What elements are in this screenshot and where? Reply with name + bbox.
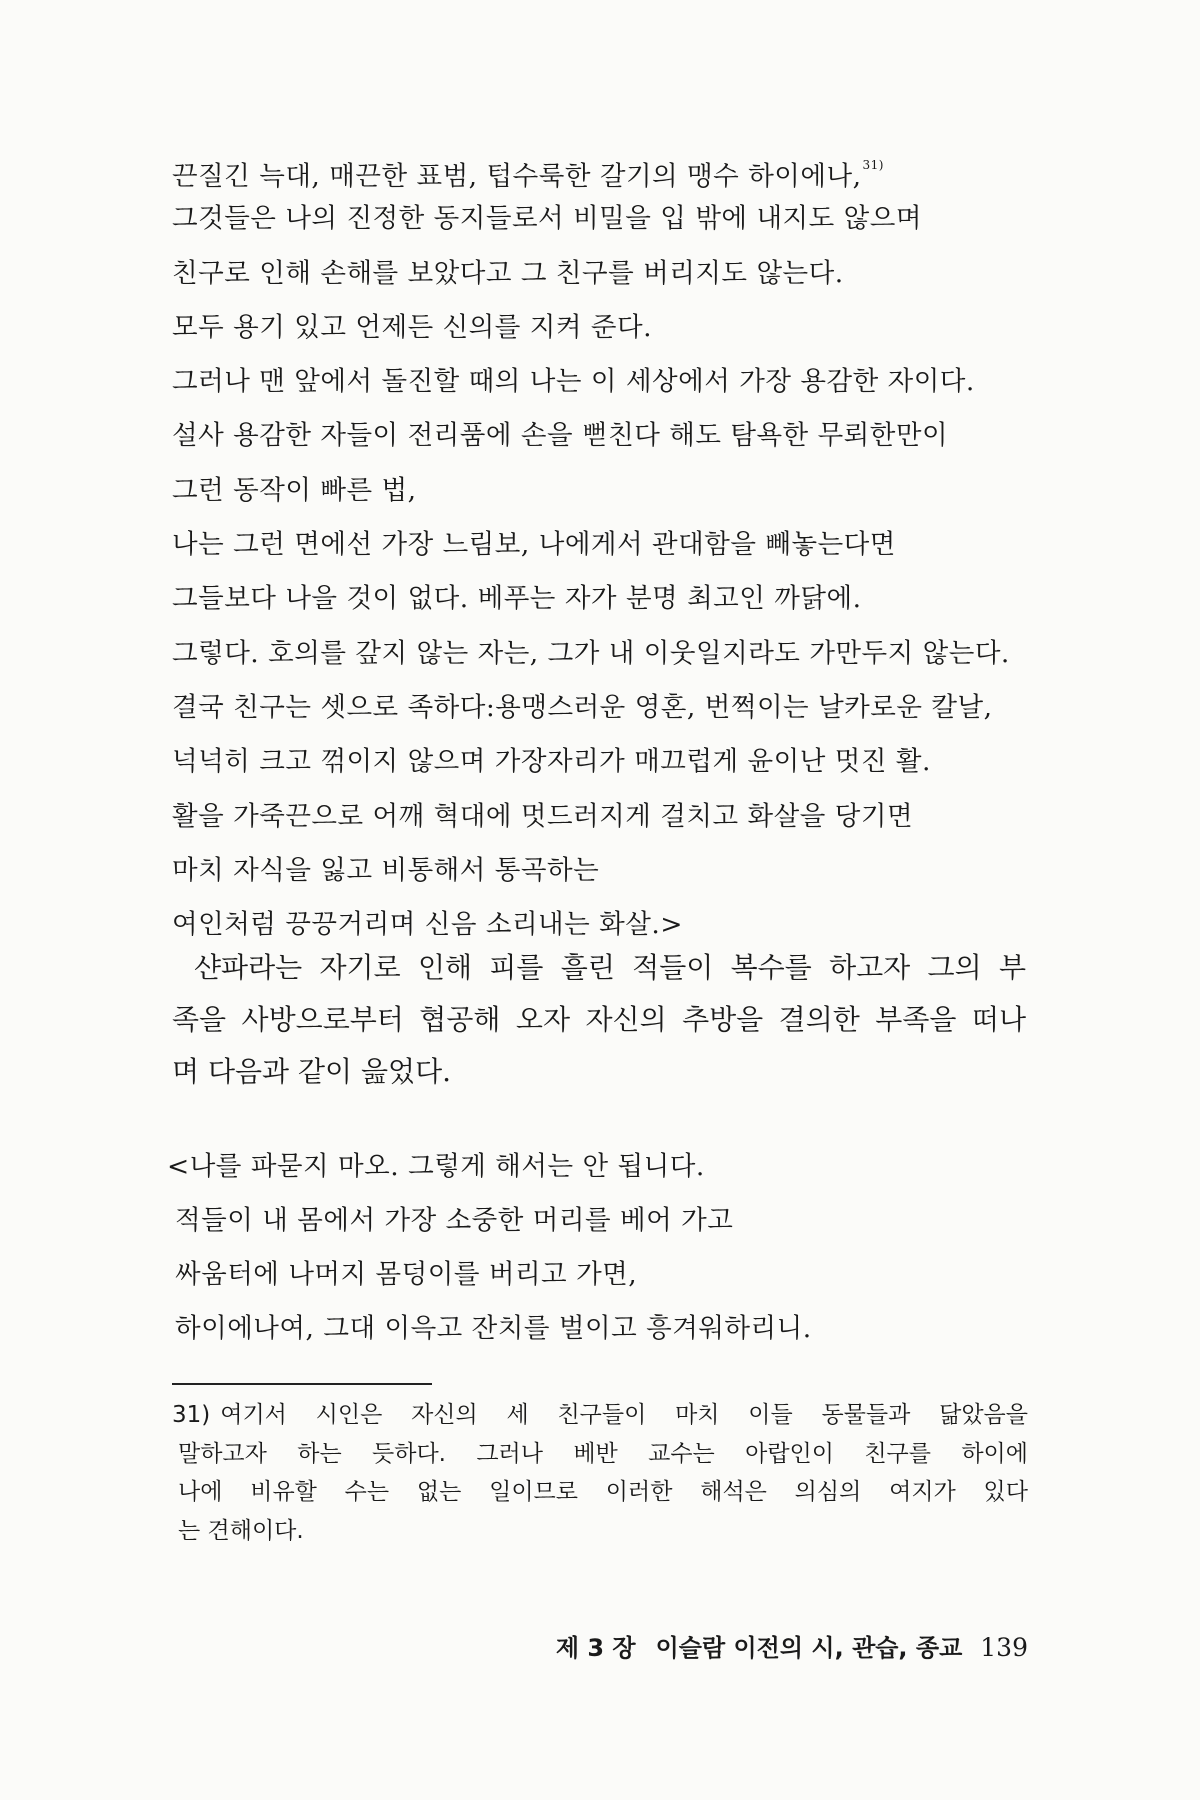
footnote-text: 여기서 시인은 자신의 세 친구들이 마치 이들 동물들과 닮았음을 bbox=[220, 1402, 1028, 1428]
poem-line: 그러나 맨 앞에서 돌진할 때의 나는 이 세상에서 가장 용감한 자이다. bbox=[172, 366, 975, 398]
footnote-reference: 31) bbox=[862, 158, 884, 172]
poem-line: 그렇다. 호의를 갚지 않는 자는, 그가 내 이웃일지라도 가만두지 않는다. bbox=[172, 637, 1010, 669]
footnote-line: 는 견해이다. bbox=[178, 1517, 304, 1544]
poem-line bbox=[172, 138, 1032, 192]
poem-line: 설사 용감한 자들이 전리품에 손을 뻗친다 해도 탐욕한 무뢰한만이 bbox=[172, 420, 949, 452]
poem-line: 나는 그런 면에선 가장 느림보, 나에게서 관대함을 빼놓는다면 bbox=[172, 529, 896, 561]
running-footer bbox=[556, 1630, 1028, 1666]
poem-line: 친구로 인해 손해를 보았다고 그 친구를 버리지도 않는다. bbox=[172, 257, 844, 289]
poem-line: 그들보다 나을 것이 없다. 베푸는 자가 분명 최고인 까닭에. bbox=[172, 583, 862, 615]
poem-line-text: 끈질긴 늑대, 매끈한 표범, 텁수룩한 갈기의 맹수 하이에나, bbox=[172, 161, 862, 192]
prose-line: 족을 사방으로부터 협공해 오자 자신의 추방을 결의한 부족을 떠나 bbox=[172, 1003, 1026, 1036]
poem-line: 결국 친구는 셋으로 족하다:용맹스러운 영혼, 번쩍이는 날카로운 칼날, bbox=[172, 691, 993, 723]
poem-line: 적들이 내 몸에서 가장 소중한 머리를 베어 가고 bbox=[175, 1205, 734, 1236]
poem-line: 그것들은 나의 진정한 동지들로서 비밀을 입 밖에 내지도 않으며 bbox=[172, 203, 922, 235]
footnote-number: 31) bbox=[172, 1402, 211, 1428]
poem-line: 여인처럼 끙끙거리며 신음 소리내는 화살.> bbox=[172, 909, 684, 941]
poem-line: 넉넉히 크고 꺾이지 않으며 가장자리가 매끄럽게 윤이난 멋진 활. bbox=[172, 746, 931, 778]
chapter-label: 제 3 장 bbox=[555, 1634, 636, 1662]
page-number: 139 bbox=[980, 1633, 1028, 1662]
poem-stanza-top bbox=[172, 138, 1032, 952]
chapter-title: 이슬람 이전의 시, 관습, 종교 bbox=[655, 1634, 963, 1662]
prose-line: 며 다음과 같이 읊었다. bbox=[172, 1055, 452, 1088]
poem-line: 그런 동작이 빠른 법, bbox=[172, 474, 417, 506]
footnote bbox=[172, 1396, 1028, 1550]
footnote-divider bbox=[172, 1383, 432, 1385]
poem-line: <나를 파묻지 마오. 그렇게 해서는 안 됩니다. bbox=[167, 1151, 705, 1182]
footnote-line: 말하고자 하는 듯하다. 그러나 베반 교수는 아랍인이 친구를 하이에 bbox=[178, 1440, 1028, 1467]
poem-line: 하이에나여, 그대 이윽고 잔치를 벌이고 흥겨워하리니. bbox=[175, 1313, 812, 1344]
footnote-line: 나에 비유할 수는 없는 일이므로 이러한 해석은 의심의 여지가 있다 bbox=[178, 1479, 1028, 1505]
poem-line: 활을 가죽끈으로 어깨 혁대에 멋드러지게 걸치고 화살을 당기면 bbox=[172, 800, 914, 832]
poem-line: 마치 자식을 잃고 비통해서 통곡하는 bbox=[172, 854, 600, 886]
poem-line: 싸움터에 나머지 몸덩이를 버리고 가면, bbox=[175, 1259, 638, 1290]
prose-line: 샨파라는 자기로 인해 피를 흘린 적들이 복수를 하고자 그의 부 bbox=[194, 951, 1026, 984]
prose-paragraph bbox=[172, 942, 1026, 1098]
poem-stanza-bottom bbox=[167, 1140, 1027, 1356]
poem-line: 모두 용기 있고 언제든 신의를 지켜 준다. bbox=[172, 311, 653, 343]
footnote-line bbox=[172, 1396, 1028, 1435]
